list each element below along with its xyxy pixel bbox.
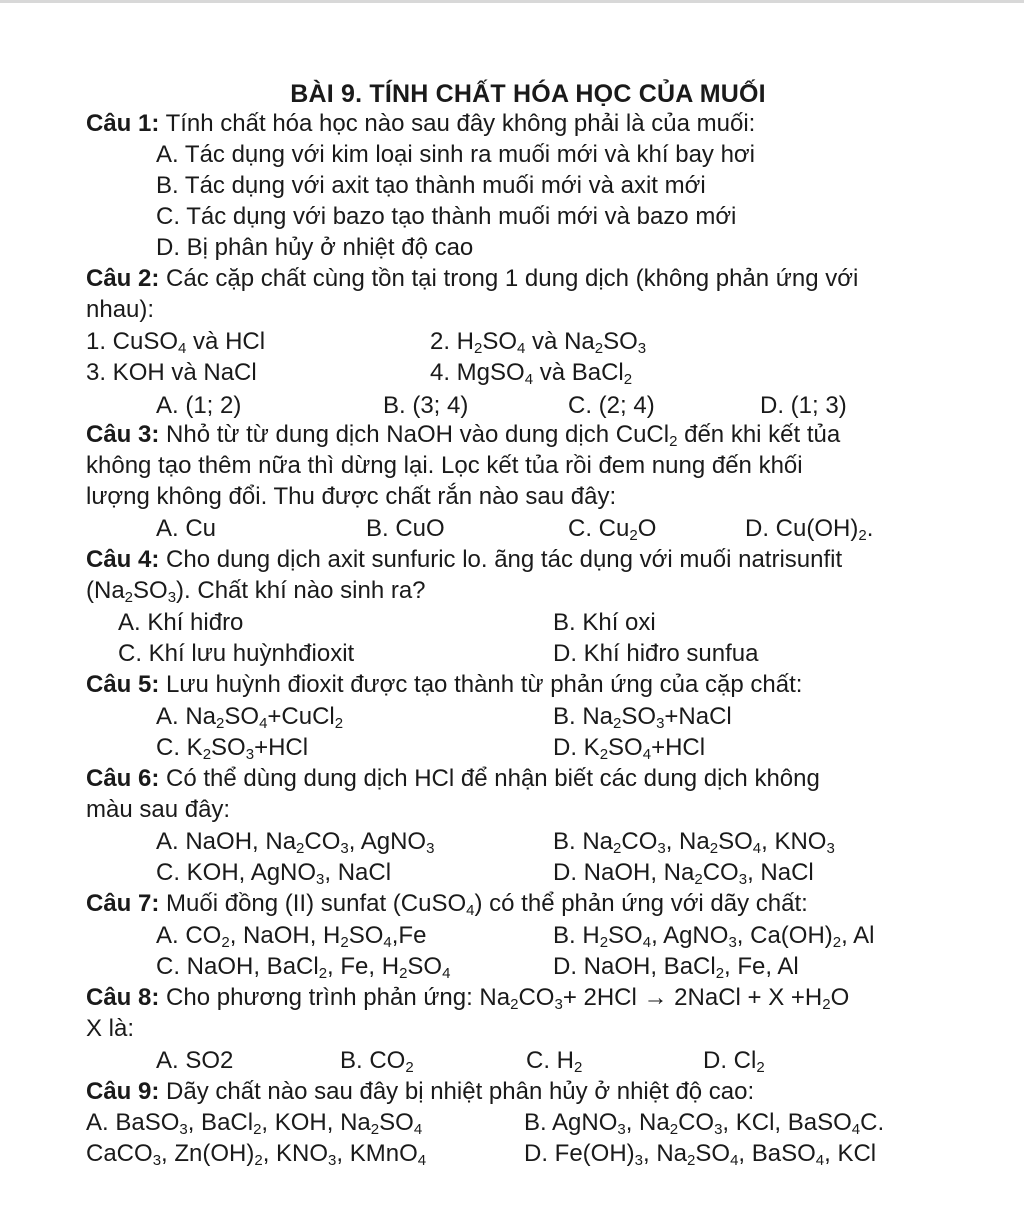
question-line [86,764,820,794]
line-text: Cho phương trình phản ứng: $Na_2CO_3+ 2HCl$ → 2NaCl + $X +H_2O$ [159,984,850,1013]
line-text: D. $Cu(OH)_2$. [745,515,874,544]
text-line [118,608,243,638]
text-line [156,733,308,763]
text-line [568,514,656,544]
line-text: 4. MgSO$_4$ và BaCl$_2$ [430,359,633,388]
text-line [553,952,799,982]
line-text: B. Khí oxi [553,609,656,636]
line-text: A. $Na_2SO_4+CuCl_2$ [156,703,344,732]
text-line [86,295,154,325]
text-line [156,1046,233,1076]
line-text: nhau): [86,296,155,323]
worksheet-title: BÀI 9. TÍNH CHẤT HÓA HỌC CỦA MUỐI [290,80,766,108]
line-text: A. Khí hiđro [118,609,244,636]
question-label: Câu 1: [86,110,160,137]
line-text: 1. CuSO$_4$ và HCl [86,328,266,357]
text-line [526,1046,582,1076]
question-line [86,545,842,575]
text-line [383,391,468,421]
text-line [553,639,758,669]
question-line [86,109,755,139]
line-text: C. KOH, AgNO$_3$, NaCl [156,859,392,888]
line-text: D. NaOH, $Na_2CO_3$, NaCl [553,859,814,888]
text-line [86,576,426,606]
question-line [86,1077,754,1107]
question-label: Câu 3: [86,421,160,448]
line-text: C. $K_2SO_3+HCl$ [156,734,309,763]
text-line [86,358,257,388]
text-line [156,827,434,857]
text-line [553,733,705,763]
line-text: C. (2; 4) [568,392,655,419]
question-label: Câu 5: [86,671,160,698]
text-line [86,1139,426,1169]
line-text: B. $CO_2$ [340,1047,414,1076]
line-text: C. $H_2$ [526,1047,583,1076]
line-text: A. Cu [156,515,217,542]
line-text: A. BaSO$_3$, BaCl$_2$, KOH, $Na_2SO_4$ [86,1109,423,1138]
text-line [760,391,847,421]
text-line [86,1014,134,1044]
text-line [366,514,445,544]
line-text: lượng không đổi. Thu được chất rắn nào sau đây: [86,483,617,510]
text-line [553,702,732,732]
line-text: Cho dung dịch axit sunfuric lo. ãng tác dụng với muối natrisunfit [159,546,843,573]
question-label: Câu 7: [86,890,160,917]
text-line [156,702,343,732]
text-line [156,952,450,982]
line-text: $(Na_2SO_3)$. Chất khí nào sinh ra? [86,577,426,606]
line-text: B. Tác dụng với axit tạo thành muối mới và axit mới [156,172,706,199]
question-label: Câu 8: [86,984,160,1011]
text-line [553,921,874,951]
line-text: Dãy chất nào sau đây bị nhiệt phân hủy ở nhiệt độ cao: [159,1078,755,1105]
line-text: CaCO$_3$, $Zn(OH)_2$, $KNO_3$, KMnO$_4$ [86,1140,427,1169]
text-line [118,639,354,669]
text-line [156,391,241,421]
text-line [156,858,391,888]
text-line [156,921,426,951]
line-text: D. $Cl_2$ [703,1047,765,1076]
line-text: Các cặp chất cùng tồn tại trong 1 dung dịch (không phản ứng với [159,265,859,292]
text-line [553,858,814,888]
line-text: Muối đồng (II) sunfat (CuSO$_4$) có thể phản ứng với dãy chất: [159,890,808,919]
line-text: A. (1; 2) [156,392,242,419]
line-text: D. $Fe(OH)_3$, $Na_2SO_4$, BaSO$_4$, KCl [524,1140,877,1169]
line-text: B. CuO [366,515,445,542]
text-line [156,140,755,170]
line-text: A. Tác dụng với kim loại sinh ra muối mới và khí bay hơi [156,141,756,168]
question-line [86,983,849,1013]
question-line [86,420,840,450]
line-text: 2. $H_2SO_4$ và $Na_2SO_3$ [430,328,647,357]
question-line [86,264,858,294]
line-text: A. SO2 [156,1047,234,1074]
line-text: 3. KOH và NaCl [86,359,257,386]
text-line [156,514,216,544]
line-text: Nhỏ từ từ dung dịch NaOH vào dung dịch CuCl$_2$ đến khi kết tủa [159,421,841,450]
question-label: Câu 6: [86,765,160,792]
line-text: màu sau đây: [86,796,231,823]
text-line [86,327,265,357]
line-text: B. $Na_2SO_3+NaCl$ [553,703,732,732]
text-line [703,1046,765,1076]
line-text: B. AgNO$_3$, $Na_2CO_3$, KCl, BaSO$_4$C. [524,1109,885,1138]
text-line [86,482,616,512]
question-line [86,670,802,700]
line-text: B. $Na_2CO_3$, $Na_2SO_4$, $KNO_3$ [553,828,835,857]
text-line [340,1046,414,1076]
line-text: B. $H_2SO_4$, AgNO$_3$, $Ca(OH)_2$, Al [553,922,875,951]
text-line [156,202,736,232]
line-text: B. (3; 4) [383,392,469,419]
line-text: C. NaOH, BaCl$_2$, Fe, $H_2SO_4$ [156,953,451,982]
line-text: C. Khí lưu huỳnhđioxit [118,640,355,667]
line-text: D. (1; 3) [760,392,847,419]
text-line [156,233,473,263]
question-label: Câu 9: [86,1078,160,1105]
text-line [524,1139,876,1169]
question-line [86,889,808,919]
question-label: Câu 2: [86,265,160,292]
line-text: D. Khí hiđro sunfua [553,640,759,667]
line-text: A. NaOH, $Na_2CO_3$, AgNO$_3$ [156,828,435,857]
text-line [86,795,230,825]
line-text: D. Bị phân hủy ở nhiệt độ cao [156,234,474,261]
line-text: C. $Cu_2O$ [568,515,657,544]
text-line [86,451,803,481]
line-text: không tạo thêm nữa thì dừng lại. Lọc kết tủa rồi đem nung đến khối [86,452,803,479]
text-line [553,827,835,857]
line-text: Có thể dùng dung dịch HCl để nhận biết các dung dịch không [159,765,820,792]
line-text: C. Tác dụng với bazo tạo thành muối mới và bazo mới [156,203,737,230]
line-text: Tính chất hóa học nào sau đây không phải là của muối: [159,110,756,137]
question-label: Câu 4: [86,546,160,573]
text-line [524,1108,884,1138]
line-text: A. $CO_2$, NaOH, $H_2SO_4,Fe$ [156,922,427,951]
line-text: Lưu huỳnh đioxit được tạo thành từ phản ứng của cặp chất: [159,671,803,698]
text-line [553,608,656,638]
text-line [745,514,873,544]
text-line [86,1108,422,1138]
text-line [568,391,655,421]
line-text: D. NaOH, BaCl$_2$, Fe, Al [553,953,799,982]
line-text: X là: [86,1015,135,1042]
line-text: D. $K_2SO_4+HCl$ [553,734,706,763]
text-line [430,358,632,388]
text-line [156,171,706,201]
text-line [430,327,646,357]
